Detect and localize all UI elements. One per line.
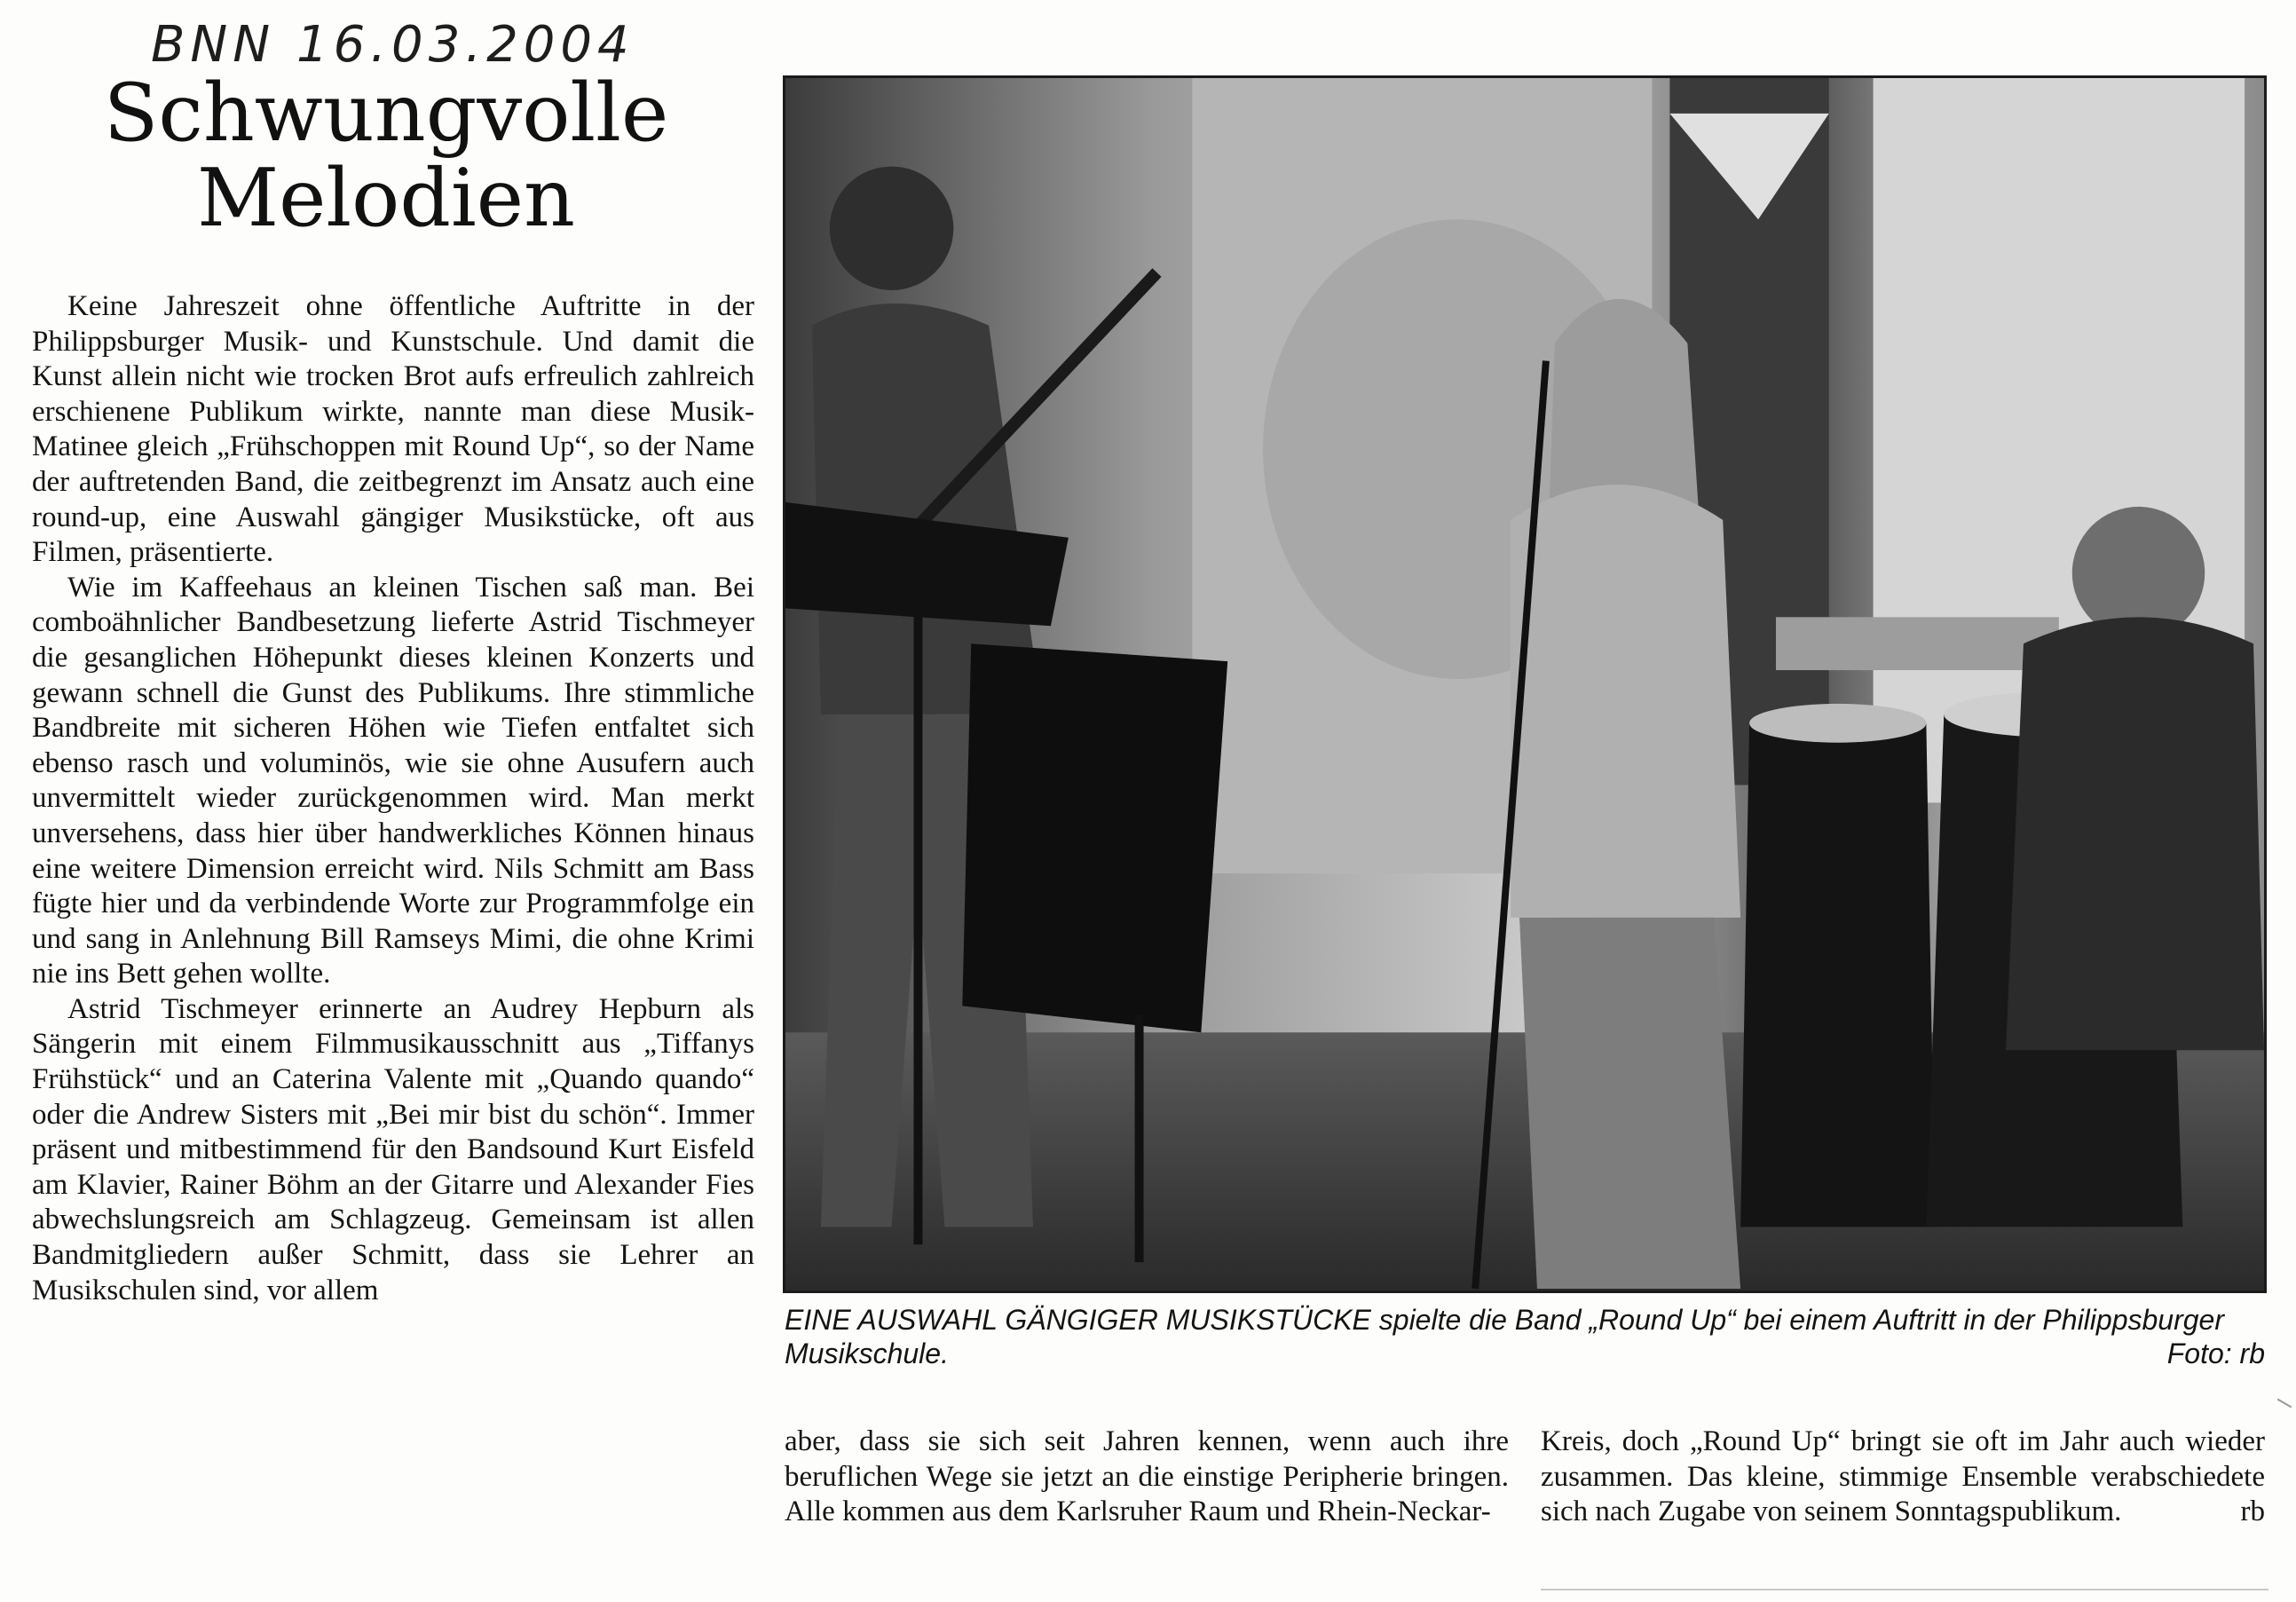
article-column-1 [32,289,754,1590]
article-paragraph-5-text: Kreis, doch „Round Up“ bringt sie oft im Jahr auch wieder zusammen. Das kleine, stimmige Ensemble verabschiedete sich nach Zugabe von seinem Sonntagspublikum. [1541,1425,2265,1528]
article-paragraph-3: Astrid Tischmeyer erinnerte an Audrey Hepburn als Sängerin mit einem Filmmusikausschnitt aus „Tiffanys Frühstück“ und an Caterina Valente mit „Quando quando“ oder die Andrew Sisters mit „Bei mir bist du schön“. Immer präsent und mitbestimmend für den Bandsound Kurt Eisfeld am Klavier, Rainer Böhm an der Gitarre und Alexander Fies abwechslungsreich am Schlagzeug. Gemeinsam ist allen Bandmitgliedern außer Schmitt, dass sie Lehrer an Musikschulen sind, vor allem [32,992,754,1306]
photo-caption [785,1303,2265,1370]
article-paragraph-5 [1541,1424,2265,1530]
headline-line-2: Melodien [196,152,575,245]
handwritten-date-note: BNN 16.03.2004 [151,16,635,74]
caption-lead: EINE AUSWAHL GÄNGIGER MUSIKSTÜCKE [785,1304,1371,1336]
scan-mark [2277,1399,2292,1409]
caption-text: spielte die Band „Round Up“ bei einem Auftritt in der Philippsburger Musikschule. [785,1304,2224,1369]
band-photo-illustration [785,78,2264,1290]
author-signature: rb [2240,1495,2265,1528]
article-paragraph-4: aber, dass sie sich seit Jahren kennen, wenn auch ihre beruflichen Wege sie jetzt an die einstige Peripherie bringen. Alle kommen aus dem Karlsruher Raum und Rhein-Neckar- [785,1425,1509,1528]
article-column-3 [1541,1424,2265,1530]
bottom-rule [1541,1589,2268,1590]
band-photo [783,75,2267,1293]
article-paragraph-1: Keine Jahreszeit ohne öffentliche Auftritte in der Philippsburger Musik- und Kunstschule. Und damit die Kunst allein nicht wie trocken Brot aufs erfreulich zahlreich erschienene Publikum wirkte, nannte man diese Musik-Matinee gleich „Frühschoppen mit Round Up“, so der Name der auftretenden Band, die zeitbegrenzt im Ansatz auch eine round-up, eine Auswahl gängiger Musikstücke, oft aus Filmen, präsentierte. [32,290,754,569]
article-column-2 [785,1424,1509,1530]
article-paragraph-2: Wie im Kaffeehaus an kleinen Tischen saß man. Bei comboähnlicher Bandbesetzung lieferte Astrid Tischmeyer die gesanglichen Höhepunkt dieses kleinen Konzerts und gewann schnell die Gunst des Publikums. Ihre stimmliche Bandbreite mit sicheren Höhen wie Tiefen entfaltet sich ebenso rasch und voluminös, wie sie ohne Ausufern auch unvermittelt wieder zurückgenommen wird. Man merkt unversehens, dass hier über handwerkliches Können hinaus eine weitere Dimension erreicht wird. Nils Schmitt am Bass fügte hier und da verbindende Worte zur Programmfolge ein und sang in Anlehnung Bill Ramseys Mimi, die ohne Krimi nie ins Bett gehen wollte. [32,571,754,990]
headline-line-1: Schwungvolle [103,67,669,160]
photo-credit: Foto: rb [2166,1338,2265,1369]
headline [62,67,710,245]
